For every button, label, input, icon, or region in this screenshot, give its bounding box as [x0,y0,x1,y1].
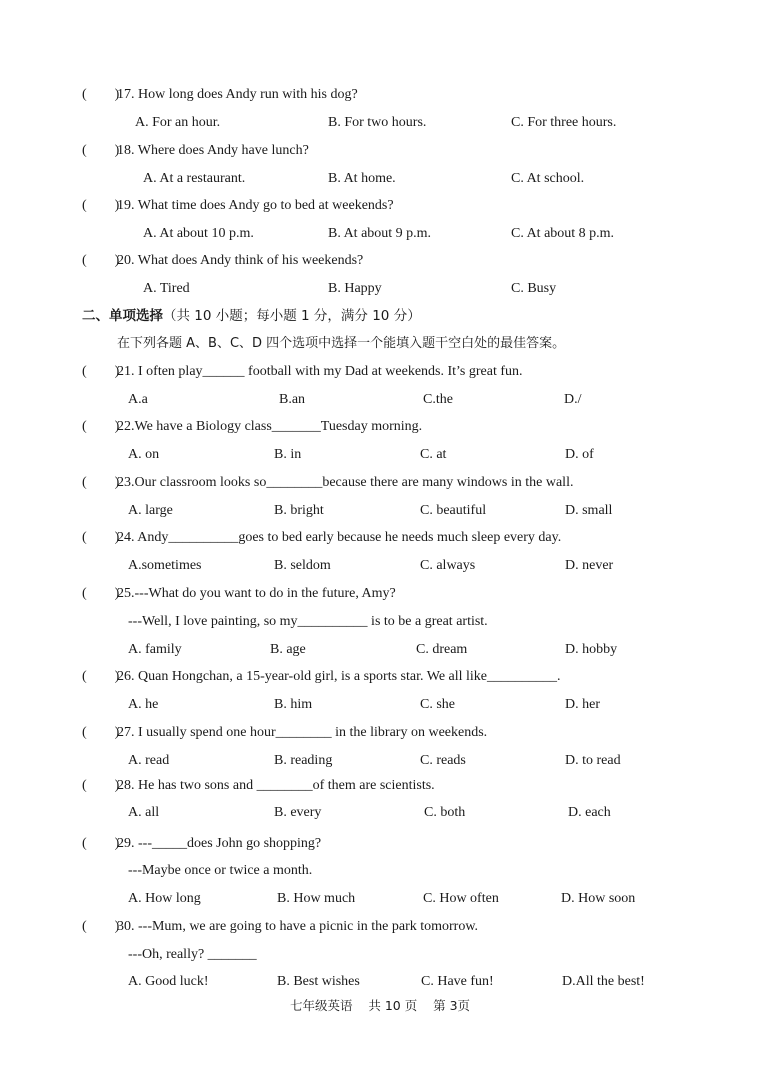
option-c: C. reads [420,753,466,768]
answer-paren: ( ) [82,475,120,490]
option-d: D. How soon [561,891,636,906]
option-c: C. Busy [511,281,557,296]
option-d: D. to read [565,753,621,768]
option-a: A.a [128,392,148,407]
option-c: C. How often [423,891,499,906]
option-c: C. always [420,558,476,573]
option-b: B. age [270,642,306,657]
option-b: B. in [274,447,302,462]
option-c: C. at [420,447,447,462]
option-d: D. each [568,805,611,820]
answer-paren: ( ) [82,836,120,851]
option-c: C. dream [416,642,468,657]
question-26: 26. Quan Hongchan, a 15-year-old girl, is a sports star. We all like__________. [117,669,561,684]
option-b: B. Happy [328,281,382,296]
option-b: B. How much [277,891,356,906]
option-c: C. she [420,697,455,712]
answer-paren: ( ) [82,198,120,213]
question-30-reply: ---Oh, really? _______ [128,947,257,962]
section-instruction: 在下列各题 A、B、C、D 四个选项中选择一个能填入题干空白处的最佳答案。 [117,336,566,351]
option-c: C.the [423,392,453,407]
option-c: C. For three hours. [511,115,617,130]
answer-paren: ( ) [82,778,120,793]
answer-paren: ( ) [82,725,120,740]
option-d: D./ [564,392,582,407]
answer-paren: ( ) [82,253,120,268]
option-d: D. of [565,447,594,462]
answer-paren: ( ) [82,419,120,434]
page-footer: 七年级英语 共 10 页 第 3页 [289,998,471,1013]
option-b: B. For two hours. [328,115,427,130]
option-d: D.All the best! [562,974,645,989]
option-a: A. Tired [143,281,190,296]
option-a: A. At a restaurant. [143,171,246,186]
question-23: 23.Our classroom looks so________because there are many windows in the wall. [117,475,574,490]
option-a: A.sometimes [128,558,202,573]
option-a: A. all [128,805,160,820]
answer-paren: ( ) [82,87,120,102]
option-c: C. beautiful [420,503,487,518]
answer-paren: ( ) [82,586,120,601]
answer-paren: ( ) [82,919,120,934]
option-b: B. every [274,805,322,820]
option-a: A. large [128,503,173,518]
question-25: 25.---What do you want to do in the future, Amy? [117,586,396,601]
question-27: 27. I usually spend one hour________ in the library on weekends. [117,725,488,740]
option-b: B. him [274,697,313,712]
option-a: A. For an hour. [135,115,221,130]
question-29-reply: ---Maybe once or twice a month. [128,863,313,878]
option-a: A. Good luck! [128,974,209,989]
question-28: 28. He has two sons and ________of them are scientists. [117,778,435,793]
option-d: D. her [565,697,600,712]
option-a: A. on [128,447,160,462]
question-17: 17. How long does Andy run with his dog? [117,87,358,102]
option-b: B. At about 9 p.m. [328,226,432,241]
answer-paren: ( ) [82,364,120,379]
question-21: 21. I often play______ football with my Dad at weekends. It’s great fun. [117,364,523,379]
question-22: 22.We have a Biology class_______Tuesday morning. [117,419,423,434]
option-c: C. Have fun! [421,974,494,989]
section-title: 二、单项选择 [82,308,163,324]
option-d: D. small [565,503,613,518]
option-d: D. hobby [565,642,618,657]
option-b: B.an [279,392,306,407]
option-a: A. read [128,753,170,768]
answer-paren: ( ) [82,669,120,684]
option-b: B. Best wishes [277,974,360,989]
option-a: A. How long [128,891,201,906]
question-18: 18. Where does Andy have lunch? [117,143,309,158]
question-25-reply: ---Well, I love painting, so my__________ is to be a great artist. [128,614,488,629]
question-29: 29. ---_____does John go shopping? [117,836,322,851]
option-c: C. both [424,805,466,820]
option-d: D. never [565,558,614,573]
question-24: 24. Andy__________goes to bed early because he needs much sleep every day. [117,530,562,545]
question-19: 19. What time does Andy go to bed at weekends? [117,198,394,213]
section-note: （共 10 小题；每小题 1 分，满分 10 分） [163,308,421,324]
option-b: B. reading [274,753,333,768]
option-c: C. At about 8 p.m. [511,226,615,241]
option-c: C. At school. [511,171,585,186]
option-b: B. bright [274,503,324,518]
option-b: B. At home. [328,171,396,186]
option-a: A. family [128,642,182,657]
option-a: A. At about 10 p.m. [143,226,254,241]
option-a: A. he [128,697,159,712]
option-b: B. seldom [274,558,331,573]
answer-paren: ( ) [82,143,120,158]
section-heading [82,307,421,325]
answer-paren: ( ) [82,530,120,545]
question-30: 30. ---Mum, we are going to have a picnic in the park tomorrow. [117,919,479,934]
question-20: 20. What does Andy think of his weekends? [117,253,364,268]
